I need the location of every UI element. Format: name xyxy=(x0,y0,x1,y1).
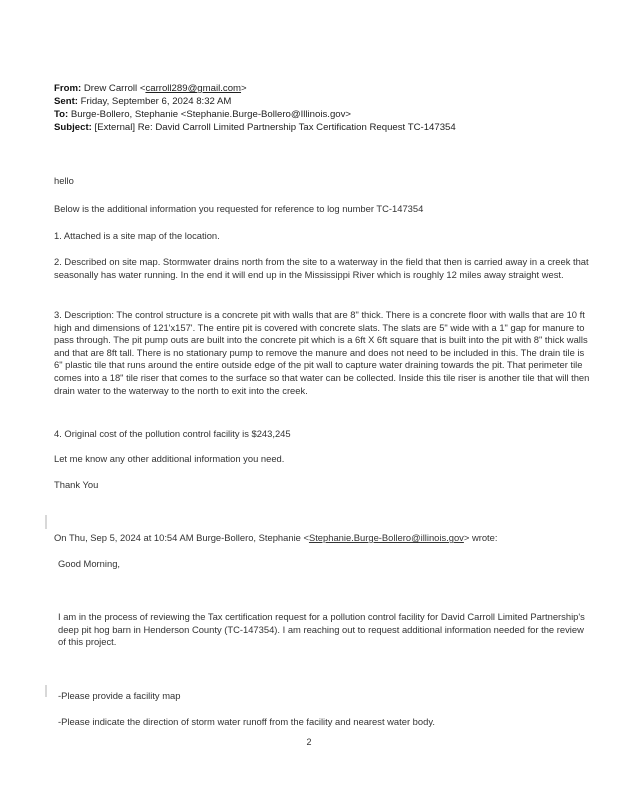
quoted-intro xyxy=(54,532,594,545)
sent-value: Friday, September 6, 2024 8:32 AM xyxy=(80,96,232,107)
greeting: hello xyxy=(54,175,74,186)
item-4: 4. Original cost of the pollution control facility is $243,245 xyxy=(54,428,291,439)
quoted-email-link[interactable]: Stephanie.Burge-Bollero@illinois.gov xyxy=(308,532,464,543)
sent-label: Sent: xyxy=(54,96,78,107)
item-3: 3. Description: The control structure is a concrete pit with walls that are 8" thick. There is a concrete floor with walls that are 10 ft high and dimensions of 121'x157'. The entire pit is covered with concrete slats. The slats are 5" wide with a 1" gap for manure to pass through. The pit pump outs are built into the concrete pit which is a 6ft X 6ft square that is built into the pit with 8" thick walls and that are 8ft tall. There is no stationary pump to remove the manure and does not need to be included in this. The drain tile is 6" plastic tile that runs around the entire outside edge of the pit wall to capture water draining towards the pit. That perimeter tile comes into a 18" tile riser that comes to the surface so that water can be collected. Inside this tile riser is another tile that will then drain water to the waterway to the north to exit into the creek. xyxy=(54,309,590,396)
to-value: Burge-Bollero, Stephanie <Stephanie.Burge-Bollero@Illinois.gov> xyxy=(70,109,352,120)
to-row xyxy=(54,108,456,121)
from-email-close: > xyxy=(241,83,247,94)
sent-row xyxy=(54,95,456,108)
quoted-intro-prefix: On Thu, Sep 5, 2024 at 10:54 AM Burge-Bollero, Stephanie < xyxy=(54,532,309,543)
quoted-paragraph: I am in the process of reviewing the Tax certification request for a pollution control facility for David Carroll Limited Partnership's deep pit hog barn in Henderson County (TC-147354). I am reaching out to request additional information needed for the review of this project. xyxy=(58,611,585,648)
from-name: Drew Carroll < xyxy=(83,83,146,94)
intro-paragraph: Below is the additional information you requested for reference to log number TC-147354 xyxy=(54,203,424,214)
from-label: From: xyxy=(54,83,82,94)
closing-request: Let me know any other additional information you need. xyxy=(54,453,285,464)
email-header xyxy=(54,82,456,134)
from-row xyxy=(54,82,456,95)
to-label: To: xyxy=(54,109,69,120)
subject-row xyxy=(54,121,456,134)
quoted-greeting: Good Morning, xyxy=(58,558,121,569)
page-number: 2 xyxy=(306,737,312,747)
from-email-link[interactable]: carroll289@gmail.com xyxy=(145,83,242,94)
signoff: Thank You xyxy=(54,479,99,490)
item-2: 2. Described on site map. Stormwater drains north from the site to a waterway in the field that then is carried away in a creek that seasonally has water running. In the end it will end up in the Mississippi River which is roughly 12 miles away straight west. xyxy=(54,256,589,280)
subject-value: [External] Re: David Carroll Limited Partnership Tax Certification Request TC-147354 xyxy=(94,122,456,133)
quoted-bullet-1: -Please provide a facility map xyxy=(58,690,181,701)
quoted-bullet-2: -Please indicate the direction of storm water runoff from the facility and nearest water body. xyxy=(58,716,435,727)
item-1: 1. Attached is a site map of the location. xyxy=(54,230,220,241)
subject-label: Subject: xyxy=(54,122,92,133)
quoted-intro-suffix: > wrote: xyxy=(463,532,498,543)
scan-artifact xyxy=(45,515,47,529)
scan-artifact xyxy=(45,685,47,697)
